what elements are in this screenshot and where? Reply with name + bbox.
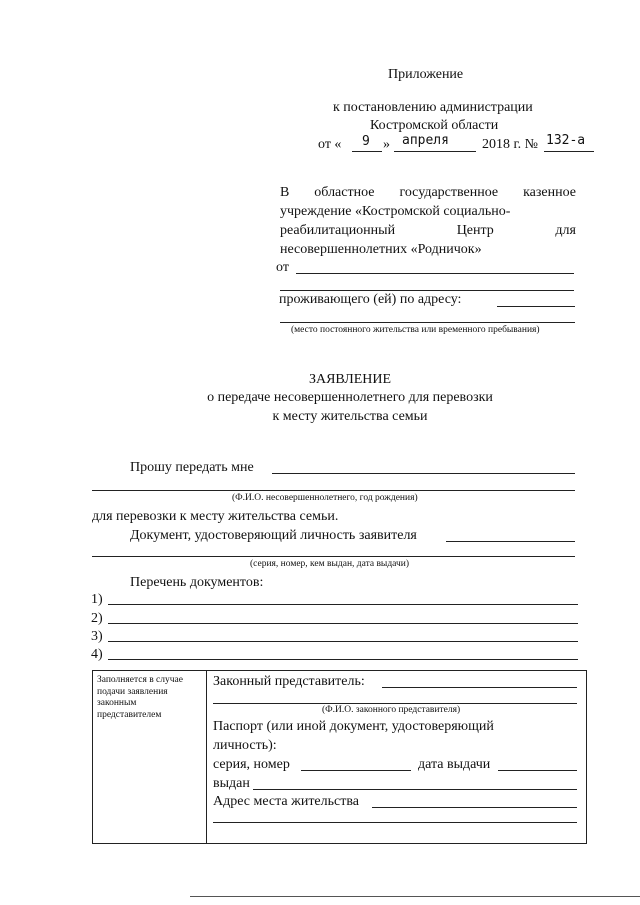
list-item-field-1[interactable] (108, 604, 578, 605)
request-field[interactable] (272, 473, 575, 474)
representative-field-continued[interactable] (213, 703, 577, 704)
residence-label: проживающего (ей) по адресу: (279, 292, 462, 307)
series-field[interactable] (301, 770, 411, 771)
document-field-continued[interactable] (92, 556, 575, 557)
list-item-number: 4) (91, 647, 103, 662)
month-value: апреля (402, 133, 449, 148)
list-item-number: 3) (91, 629, 103, 644)
addressee-word: для (555, 223, 576, 238)
list-item-field-4[interactable] (108, 659, 578, 660)
statement-subtitle-1: о передаче несовершеннолетнего для перевозки (207, 390, 493, 405)
document-caption: (серия, номер, кем выдан, дата выдачи) (250, 559, 410, 569)
passport-line-2: личность): (213, 738, 277, 753)
list-label: Перечень документов: (130, 575, 264, 590)
side-note-line: представителем (97, 709, 162, 720)
request-label: Прошу передать мне (130, 460, 254, 475)
statement-subtitle-2: к месту жительства семьи (272, 409, 428, 424)
addressee-line-2: учреждение «Костромской социально- (280, 204, 511, 219)
addressee-word: государственное (399, 185, 499, 200)
side-note-line: законным (97, 698, 137, 708)
address-field[interactable] (372, 807, 577, 808)
issued-by-field[interactable] (253, 789, 577, 790)
from-field-continued[interactable] (280, 290, 574, 291)
appendix-line-1: к постановлению администрации (333, 100, 533, 115)
day-underline (352, 151, 382, 152)
series-label: серия, номер (213, 757, 290, 772)
address-label: Адрес места жительства (213, 794, 359, 809)
side-note-line: подачи заявления (97, 686, 168, 697)
issue-date-label: дата выдачи (418, 757, 491, 772)
issue-date-field[interactable] (498, 770, 577, 771)
representative-caption: (Ф.И.О. законного представителя) (322, 705, 461, 715)
addressee-line-1 (280, 185, 576, 201)
addressee-word: казенное (523, 185, 576, 200)
list-item-field-2[interactable] (108, 623, 578, 624)
list-item-field-3[interactable] (108, 641, 578, 642)
passport-line-1: Паспорт (или иной документ, удостоверяющий (213, 719, 494, 734)
addressee-word: областное (314, 185, 375, 200)
residence-field[interactable] (497, 306, 575, 307)
list-item-number: 1) (91, 592, 103, 607)
date-prefix: от « (318, 137, 342, 152)
appendix-title: Приложение (388, 67, 464, 82)
addressee-word: В (280, 185, 290, 200)
list-item-number: 2) (91, 611, 103, 626)
year-number-label: 2018 г. № (482, 137, 539, 152)
address-field-continued[interactable] (213, 822, 577, 823)
page-bottom-rule (190, 896, 640, 897)
document-field[interactable] (446, 541, 575, 542)
purpose-text: для перевозки к месту жительства семьи. (92, 509, 339, 524)
month-underline (394, 151, 476, 152)
date-mid: » (383, 137, 390, 152)
statement-title: ЗАЯВЛЕНИЕ (308, 372, 392, 387)
from-label: от (276, 260, 289, 275)
representative-field[interactable] (382, 687, 577, 688)
day-value: 9 (362, 134, 370, 149)
addressee-word: Центр (456, 223, 494, 238)
residence-caption: (место постоянного жительства или временного пребывания) (291, 325, 540, 335)
table-divider (206, 670, 207, 843)
appendix-line-2: Костромской области (370, 118, 499, 133)
side-note-line: Заполняется в случае (97, 675, 183, 685)
addressee-line-4: несовершеннолетних «Родничок» (280, 242, 482, 257)
number-underline (544, 151, 594, 152)
representative-label: Законный представитель: (213, 674, 365, 689)
addressee-line-3 (280, 223, 576, 239)
from-field[interactable] (296, 273, 574, 274)
number-value: 132-а (546, 133, 586, 148)
representative-side-note (97, 675, 183, 721)
issued-by-label: выдан (213, 776, 250, 791)
document-label: Документ, удостоверяющий личность заявителя (130, 528, 417, 543)
request-field-continued[interactable] (92, 490, 575, 491)
addressee-word: реабилитационный (280, 223, 396, 238)
residence-field-continued[interactable] (280, 322, 575, 323)
fio-caption: (Ф.И.О. несовершеннолетнего, год рождения) (232, 493, 418, 503)
